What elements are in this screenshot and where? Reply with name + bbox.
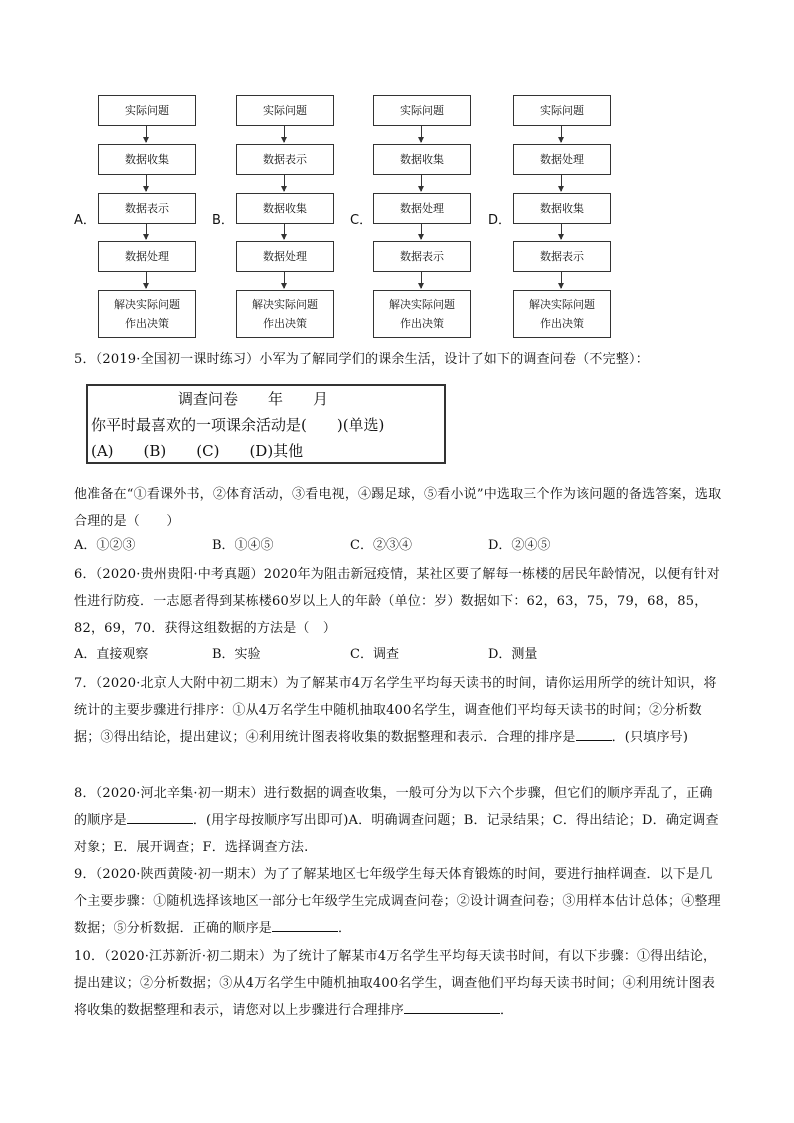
q10-block [74,943,724,1024]
flow-step: 实际问题 [513,95,611,126]
arrow-down [421,272,422,288]
arrow-down [421,175,422,191]
flow-step: 数据处理 [98,241,196,272]
q7-answer-blank[interactable] [576,726,612,741]
flow-step: 实际问题 [98,95,196,126]
q8-block [74,780,724,861]
arrow-down [421,224,422,239]
q10-tail: ． [500,1003,514,1018]
arrow-down [146,175,147,191]
arrow-down [146,224,147,239]
option-letter-b: B． [212,213,234,228]
flow-final-line-1: 解决实际问题 [389,298,455,311]
option-letter-d: D． [488,213,512,228]
q6-option-a: A．直接观察 [74,647,149,662]
flow-step: 数据处理 [513,144,611,175]
q7-text: 7．（2020·北京人大附中初二期末）为了解某市4万名学生平均每天读书的时间，请你运用所学的统计知识，将统计的主要步骤进行排序：①从4万名学生中随机抽取400名学生，调查他们平均每天读书的时间；②分析数据；③得出结论，提出建议；④利用统计图表将收集的数据整理和表示．合理的排序是 [74,676,717,745]
arrow-down [284,224,285,239]
flow-step: 数据表示 [373,241,471,272]
q6-option-c: C．调查 [350,647,399,662]
arrow-down [561,224,562,239]
arrow-down [561,272,562,288]
flow-final-line-2: 作出决策 [125,317,169,330]
survey-title: 调查问卷 年 月 [178,390,329,408]
q8-answer-blank[interactable] [127,809,193,824]
arrow-down [146,272,147,288]
flow-final-line-2: 作出决策 [400,317,444,330]
flow-final-line-2: 作出决策 [263,317,307,330]
arrow-down [421,126,422,142]
flow-step: 数据收集 [373,144,471,175]
flow-step: 实际问题 [373,95,471,126]
flow-step: 数据处理 [236,241,334,272]
q5-text: 他准备在“①看课外书，②体育活动，③看电视，④踢足球，⑤看小说”中选取三个作为该问题的备选答案，选取合理的是（ ） [74,487,722,529]
q9-tail: ． [338,921,352,936]
q7-tail: ．(只填序号) [611,730,689,745]
q8-tail: ．(用字母按顺序写出即可)A．明确调查问题；B．记录结果；C．得出结论；D．确定调查对象；E．展开调查；F．选择调查方法. [74,813,719,855]
q9-answer-blank[interactable] [272,917,338,932]
survey-choices: (A) (B) (C) (D)其他 [91,442,304,460]
arrow-down [284,175,285,191]
arrow-down [146,126,147,142]
q10-text: 10．（2020·江苏新沂·初二期末）为了统计了解某市4万名学生平均每天读书时间，有以下步骤：①得出结论，提出建议；②分析数据；③从4万名学生中随机抽取400名学生，调查他们平均每天读书时间；④利用统计图表将收集的数据整理和表示，请您对以上步骤进行合理排序 [74,949,717,1018]
flow-final-step [98,290,196,338]
flow-step: 数据收集 [513,193,611,224]
flow-step: 数据收集 [236,193,334,224]
q5-option-d: D．②④⑤ [488,538,551,553]
flow-step: 数据表示 [98,193,196,224]
flow-final-step [373,290,471,338]
q5-option-a: A．①②③ [74,538,136,553]
arrow-down [284,126,285,142]
q6-text: 6．（2020·贵州贵阳·中考真题）2020年为阻击新冠疫情，某社区要了解每一栋楼的居民年龄情况，以便有针对性进行防疫．一志愿者得到某栋楼60岁以上人的年龄（单位：岁）数据如下：62，63，75，79，68，85，82，69，70．获得这组数据的方法是（ ） [74,567,721,636]
q9-block [74,861,724,942]
flow-step: 数据收集 [98,144,196,175]
q5-option-b: B．①④⑤ [212,538,274,553]
q6-option-d: D．测量 [488,647,538,662]
arrow-down [561,126,562,142]
q9-text: 9．（2020·陕西黄陵·初一期末）为了了解某地区七年级学生每天体育锻炼的时间，要进行抽样调查．以下是几个主要步骤：①随机选择该地区一部分七年级学生完成调查问卷；②设计调查问卷；③用样本估计总体；④整理数据；⑤分析数据．正确的顺序是 [74,867,721,936]
flow-final-line-2: 作出决策 [540,317,584,330]
flow-step: 实际问题 [236,95,334,126]
q5-stem: 5．（2019·全国初一课时练习）小军为了解同学们的课余生活，设计了如下的调查问卷（不完整）： [74,352,649,367]
flow-final-step [236,290,334,338]
flow-step: 数据表示 [513,241,611,272]
q8-text: 8．（2020·河北辛集·初一期末）进行数据的调查收集，一般可分为以下六个步骤，但它们的顺序弄乱了，正确的顺序是 [74,786,713,828]
flow-final-line-1: 解决实际问题 [252,298,318,311]
survey-questionnaire-box [86,384,446,464]
q10-answer-blank[interactable] [404,999,500,1014]
survey-question: 你平时最喜欢的一项课余活动是( )(单选) [91,416,385,434]
q7-block [74,670,724,751]
arrow-down [561,175,562,191]
flow-final-line-1: 解决实际问题 [114,298,180,311]
flow-step: 数据处理 [373,193,471,224]
flow-final-line-1: 解决实际问题 [529,298,595,311]
flow-step: 数据表示 [236,144,334,175]
q6-option-b: B．实验 [212,647,261,662]
arrow-down [284,272,285,288]
q5-option-c: C．②③④ [350,538,412,553]
flow-final-step [513,290,611,338]
option-letter-a: A． [74,213,96,228]
option-letter-c: C． [350,213,373,228]
